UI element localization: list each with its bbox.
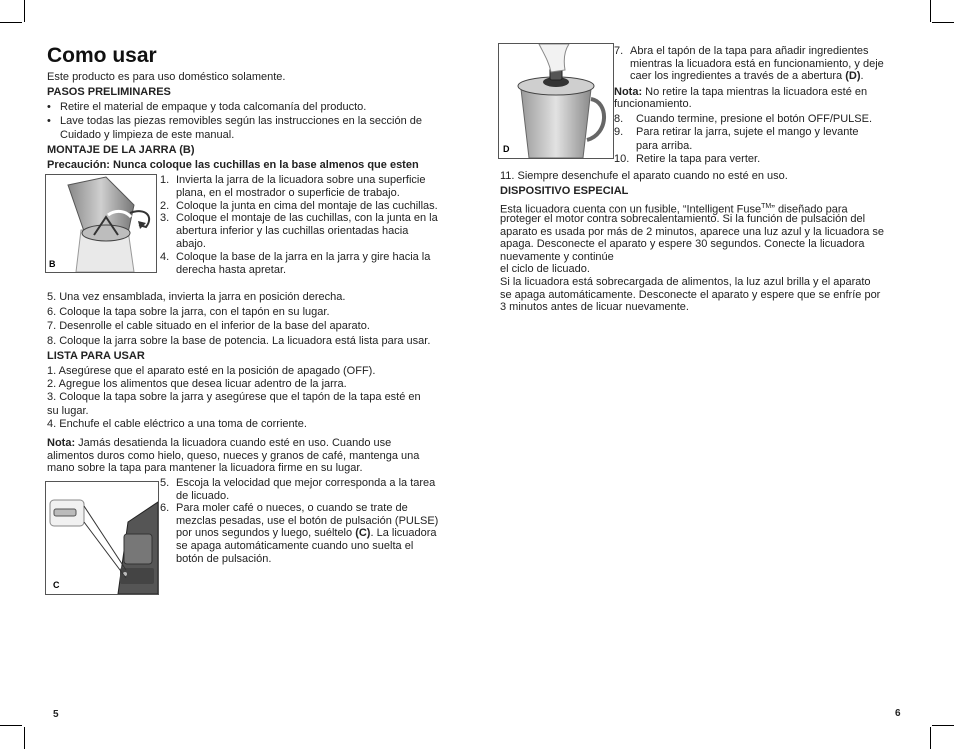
- text-line: Si la licuadora está sobrecargada de alimentos, la luz azul brilla y el aparato: [500, 276, 871, 288]
- figure-label-c: C: [53, 580, 60, 590]
- nota-text: alimentos duros como hielo, queso, nueces y granos de café, mantenga una: [47, 450, 420, 462]
- control-panel-illustration: [46, 482, 158, 594]
- list-item: caer los ingredientes a través de a abertura (D).: [630, 70, 864, 83]
- list-text: Retire el material de empaque y toda calcomanía del producto.: [60, 101, 367, 113]
- text-line: 3. Coloque la tapa sobre la jarra y asegúrese que el tapón de la tapa esté en: [47, 391, 421, 404]
- list-text: Para moler café o nueces, o cuando se trate de: [176, 502, 408, 515]
- figure-label-d: D: [503, 144, 510, 154]
- list-item: [614, 45, 869, 58]
- list-item: [160, 212, 438, 225]
- list-item: [160, 174, 425, 187]
- trademark: TM: [761, 203, 772, 210]
- list-text: abertura inferior y las cuchillas orientadas hacia: [176, 225, 409, 238]
- dispositivo-text: Esta licuadora cuenta con un fusible, “Intelligent Fuse: [500, 203, 762, 216]
- nota-label: Nota:: [614, 86, 643, 98]
- blender-jar-lid-illustration: [499, 44, 613, 158]
- text-line: nuevamente y continúe: [500, 250, 614, 263]
- list-text: por unos segundos y luego, suéltelo: [176, 527, 356, 540]
- list-text: derecha hasta apretar.: [176, 263, 287, 276]
- text-line: su lugar.: [47, 404, 89, 417]
- heading-montaje: MONTAJE DE LA JARRA (B): [47, 144, 195, 156]
- list-item: [160, 187, 400, 200]
- list-item: [47, 129, 234, 142]
- list-item: [160, 238, 206, 251]
- page-number-right: 6: [895, 708, 901, 719]
- list-number: 9.: [614, 126, 624, 139]
- list-item: [160, 540, 413, 553]
- list-text: de licuado.: [176, 489, 230, 502]
- text-line: 3 minutos antes de licuar nuevamente.: [500, 301, 689, 314]
- heading-lista: LISTA PARA USAR: [47, 350, 145, 362]
- list-text: mezclas pesadas, use el botón de pulsación (PULSE): [176, 514, 439, 527]
- list-number: 8.: [614, 113, 624, 125]
- nota-left: [47, 437, 391, 450]
- list-text: plana, en el mostrador o superficie de trabajo.: [176, 186, 400, 199]
- list-number: •: [47, 115, 51, 127]
- text-line: 8. Coloque la jarra sobre la base de potencia. La licuadora está lista para usar.: [47, 334, 431, 347]
- crop-mark: [0, 725, 22, 726]
- heading-pasos: PASOS PRELIMINARES: [47, 86, 171, 98]
- list-item: [160, 264, 286, 277]
- list-text: Coloque la base de la jarra en la jarra y gire hacia la: [176, 250, 431, 263]
- text-line: 2. Agregue los alimentos que desea licuar adentro de la jarra.: [47, 378, 347, 391]
- list-number: 6.: [160, 502, 170, 515]
- list-item: [614, 140, 692, 153]
- crop-mark: [930, 727, 931, 749]
- list-text: caer los ingredientes a través de a abertura: [630, 70, 846, 83]
- list-item: [160, 490, 229, 503]
- page-number-left: 5: [53, 709, 59, 720]
- text-line: el ciclo de licuado.: [500, 263, 590, 276]
- list-number: 4.: [160, 250, 170, 263]
- list-text: se apaga automáticamente cuando uno suelta el: [176, 540, 414, 552]
- list-text: abajo.: [176, 238, 206, 250]
- dispositivo-text: ” diseñado para: [771, 203, 848, 216]
- figure-b: [45, 174, 157, 273]
- list-item: [160, 200, 438, 213]
- list-number: 5.: [160, 477, 170, 489]
- list-item: [614, 113, 872, 126]
- intro-text: Este producto es para uso doméstico solamente.: [47, 71, 286, 83]
- list-number: 10.: [614, 152, 630, 165]
- list-text: Coloque la junta en cima del montaje de las cuchillas.: [176, 199, 438, 212]
- figure-ref: (C): [355, 527, 371, 540]
- crop-mark: [932, 22, 954, 23]
- list-item: [614, 58, 884, 71]
- text-line: se apaga automáticamente. Desconecte el aparato y espere que se enfríe por: [500, 288, 881, 301]
- crop-mark: [932, 725, 954, 726]
- blender-jar-inverted-illustration: [46, 175, 156, 272]
- text-line: 6. Coloque la tapa sobre la jarra, con el tapón en su lugar.: [47, 305, 330, 318]
- list-item: [160, 477, 435, 490]
- crop-mark: [930, 0, 931, 22]
- list-item: [160, 515, 438, 528]
- list-item: [614, 126, 859, 139]
- list-text: botón de pulsación.: [176, 552, 272, 565]
- figure-c: [45, 481, 159, 595]
- figure-d: [498, 43, 614, 159]
- list-text: Cuidado y limpieza de este manual.: [60, 129, 235, 141]
- text-line: apaga. Desconecte el aparato y espere 30 segundos. Conecte la licuadora: [500, 238, 865, 251]
- heading-dispositivo: DISPOSITIVO ESPECIAL: [500, 185, 629, 197]
- list-number: 1.: [160, 174, 170, 186]
- list-text: Para retirar la jarra, sujete el mango y levante: [636, 126, 859, 139]
- list-text: Invierta la jarra de la licuadora sobre una superficie: [176, 174, 426, 186]
- text-line: proteger el motor contra sobrecalentamiento. Si la función de pulsación del: [500, 213, 866, 225]
- list-text: Coloque el montaje de las cuchillas, con la junta en la: [176, 212, 438, 225]
- list-text: . La licuadora: [370, 527, 437, 540]
- list-number: •: [47, 101, 51, 113]
- nota-label: Nota:: [47, 437, 76, 449]
- nota-text: Jamás desatienda la licuadora cuando esté en uso. Cuando use: [75, 437, 392, 449]
- text-line: aparato es usada por más de 2 minutos, aparece una luz azul y la licuadora se: [500, 225, 885, 238]
- figure-label-b: B: [49, 259, 56, 269]
- nota-text: funcionamiento.: [614, 98, 692, 110]
- list-item: [47, 115, 422, 128]
- precaution-text: Precaución: Nunca coloque las cuchillas en la base almenos que esten: [47, 159, 419, 171]
- list-item: [160, 527, 437, 540]
- crop-mark: [24, 727, 25, 749]
- page-title: Como usar: [47, 44, 157, 67]
- list-item: [160, 502, 408, 515]
- list-number: 2.: [160, 199, 170, 212]
- list-text: para arriba.: [636, 139, 693, 152]
- list-item: [614, 153, 760, 166]
- list-number: 7.: [614, 45, 624, 57]
- step-11: 11. Siempre desenchufe el aparato cuando no esté en uso.: [500, 170, 788, 182]
- list-item: [47, 101, 366, 114]
- list-item: [160, 251, 430, 264]
- nota-text: No retire la tapa mientras la licuadora esté en: [642, 86, 868, 98]
- list-text: Cuando termine, presione el botón OFF/PULSE.: [636, 113, 873, 125]
- text-line: 4. Enchufe el cable eléctrico a una toma de corriente.: [47, 417, 307, 430]
- list-text: mientras la licuadora está en funcionamiento, y deje: [630, 57, 884, 70]
- text-line: 1. Asegúrese que el aparato esté en la posición de apagado (OFF).: [47, 365, 376, 377]
- list-text: Lave todas las piezas removibles según las instrucciones en la sección de: [60, 115, 422, 127]
- list-text: Retire la tapa para verter.: [636, 152, 761, 165]
- list-text: Escoja la velocidad que mejor corresponda a la tarea: [176, 477, 436, 489]
- nota-text: mano sobre la tapa para mantener la licuadora firme en su lugar.: [47, 462, 363, 474]
- list-item: [160, 553, 271, 566]
- crop-mark: [0, 22, 22, 23]
- figure-ref: (D): [845, 70, 861, 83]
- text-line: 7. Desenrolle el cable situado en el inferior de la base del aparato.: [47, 320, 370, 333]
- list-number: 3.: [160, 212, 170, 225]
- list-item: [160, 225, 408, 238]
- list-text: Abra el tapón de la tapa para añadir ingredientes: [630, 45, 869, 57]
- text-line: 5. Una vez ensamblada, invierta la jarra en posición derecha.: [47, 291, 346, 303]
- crop-mark: [24, 0, 25, 22]
